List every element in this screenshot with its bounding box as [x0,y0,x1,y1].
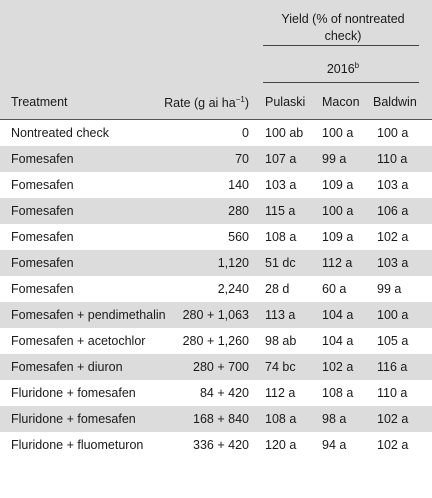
table-row [0,406,432,432]
yield-title-line2: check) [324,29,362,43]
cell-pulaski: 115 a [265,204,296,218]
cell-macon: 112 a [322,256,353,270]
cell-baldwin: 110 a [377,152,408,166]
cell-rate: 1,120 [217,256,249,270]
cell-rate: 560 [228,230,249,244]
cell-treatment: Fomesafen [11,256,74,270]
cell-rate: 280 + 1,063 [182,308,249,322]
cell-baldwin: 116 a [377,360,408,374]
cell-macon: 109 a [322,230,354,244]
cell-pulaski: 112 a [265,386,296,400]
cell-baldwin: 102 a [377,412,409,426]
cell-rate: 70 [235,152,249,166]
cell-pulaski: 74 bc [265,360,296,374]
yield-group-header [263,11,423,45]
cell-rate: 280 + 1,260 [182,334,249,348]
rate-header-prefix: Rate (g ai ha [164,96,236,110]
column-header-pulaski: Pulaski [265,95,306,109]
table-row [0,224,432,250]
table-row [0,198,432,224]
cell-baldwin: 105 a [377,334,409,348]
cell-baldwin: 102 a [377,438,409,452]
cell-rate: 0 [242,126,249,140]
cell-rate: 336 + 420 [193,438,249,452]
cell-baldwin: 103 a [377,256,409,270]
cell-treatment: Fluridone + fomesafen [11,412,136,426]
cell-baldwin: 110 a [377,386,408,400]
table-row [0,328,432,354]
table-row [0,276,432,302]
column-header-baldwin: Baldwin [373,95,417,109]
cell-pulaski: 28 d [265,282,290,296]
cell-macon: 100 a [322,126,354,140]
cell-macon: 104 a [322,308,354,322]
cell-treatment: Fluridone + fluometuron [11,438,144,452]
cell-treatment: Fluridone + fomesafen [11,386,136,400]
cell-macon: 60 a [322,282,347,296]
year-header [263,58,423,77]
table-row [0,146,432,172]
table-row [0,432,432,458]
cell-treatment: Fomesafen [11,152,74,166]
column-header-treatment: Treatment [11,95,68,109]
cell-pulaski: 100 ab [265,126,304,140]
cell-pulaski: 103 a [265,178,297,192]
cell-pulaski: 108 a [265,412,297,426]
cell-macon: 104 a [322,334,354,348]
table-row [0,354,432,380]
cell-treatment: Fomesafen [11,204,74,218]
year-footnote-mark: b [354,61,360,70]
cell-rate: 280 + 700 [193,360,249,374]
cell-macon: 94 a [322,438,347,452]
table-header [0,0,432,119]
cell-macon: 108 a [322,386,354,400]
cell-rate: 168 + 840 [193,412,249,426]
table-row [0,172,432,198]
cell-pulaski: 98 ab [265,334,297,348]
cell-baldwin: 99 a [377,282,402,296]
cell-treatment: Fomesafen [11,178,74,192]
cell-baldwin: 102 a [377,230,409,244]
cell-macon: 99 a [322,152,347,166]
column-header-macon: Macon [322,95,360,109]
cell-rate: 280 [228,204,249,218]
cell-rate: 140 [228,178,249,192]
cell-pulaski: 113 a [265,308,296,322]
cell-macon: 98 a [322,412,347,426]
cell-baldwin: 103 a [377,178,409,192]
cell-macon: 102 a [322,360,354,374]
cell-macon: 109 a [322,178,354,192]
cell-rate: 84 + 420 [199,386,249,400]
column-header-rate [164,95,249,110]
year-rule [263,82,419,83]
table-row [0,380,432,406]
yield-title-line1: Yield (% of nontreated [281,12,405,26]
cell-treatment: Fomesafen + pendimethalin [11,308,166,322]
group-rule [263,45,419,46]
cell-pulaski: 51 dc [265,256,296,270]
cell-treatment: Fomesafen + diuron [11,360,123,374]
table-row [0,250,432,276]
cell-treatment: Nontreated check [11,126,109,140]
cell-pulaski: 107 a [265,152,297,166]
cell-baldwin: 106 a [377,204,409,218]
cell-rate: 2,240 [217,282,249,296]
rate-header-exponent: −1 [235,95,245,104]
rate-header-suffix: ) [244,96,249,110]
cell-baldwin: 100 a [377,308,409,322]
cell-pulaski: 120 a [265,438,297,452]
cell-treatment: Fomesafen [11,282,74,296]
cell-baldwin: 100 a [377,126,409,140]
cell-treatment: Fomesafen [11,230,74,244]
table-row [0,120,432,146]
year-label: 2016 [326,62,355,76]
table-row [0,302,432,328]
cell-treatment: Fomesafen + acetochlor [11,334,146,348]
cell-macon: 100 a [322,204,354,218]
cell-pulaski: 108 a [265,230,297,244]
